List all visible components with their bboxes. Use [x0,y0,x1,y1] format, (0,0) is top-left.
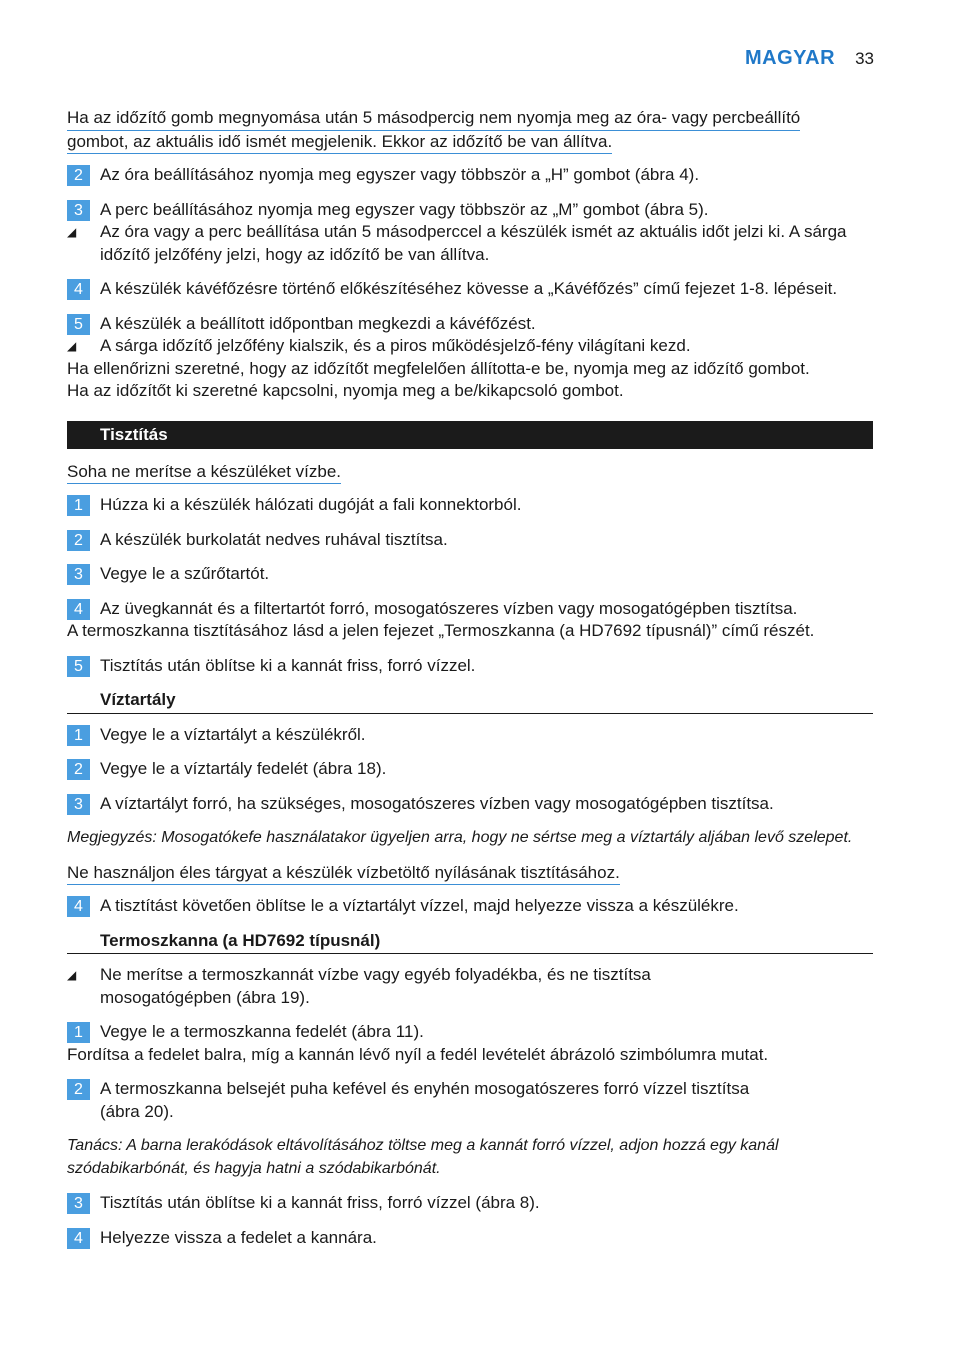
right-pointing-triangle-icon: ◢ [67,339,77,353]
timer-step [67,164,873,187]
right-pointing-triangle-icon: ◢ [67,225,77,239]
water-tank-step [67,758,873,781]
water-tank-warning: Ne használjon éles tárgyat a készülék vízbetöltő nyílásának tisztításához. [67,862,620,886]
step-text: Az üvegkannát és a filtertartót forró, mosogatószeres vízben vagy mosogatógépben tisztítsa. [100,598,798,618]
step-number: 1 [67,495,90,516]
thermos-step [67,1227,873,1250]
step-number: 4 [67,1228,90,1249]
thermos-step [67,1078,873,1123]
step-number: 2 [67,530,90,551]
step-text: Helyezze vissza a fedelet a kannára. [100,1227,377,1247]
cleaning-step [67,563,873,586]
thermos-step [67,1192,873,1215]
step-number: 3 [67,1193,90,1214]
water-tank-warning-wrap [67,862,873,886]
step-number: 5 [67,314,90,335]
step-text: A készülék kávéfőzésre történő előkészítéséhez kövesse a „Kávéfőzés” című fejezet 1-8. lépéseit. [100,279,838,298]
warning-line: Ha az időzítő gomb megnyomása után 5 másodpercig nem nyomja meg az óra- vagy percbeállító [67,107,800,131]
step-text: Az óra beállításához nyomja meg egyszer vagy többször a „H” gombot (ábra 4). [100,165,700,184]
step-text: Vegye le a termoszkanna fedelét (ábra 11). [100,1022,424,1041]
water-tank-step [67,724,873,747]
step-text: A perc beállításához nyomja meg egyszer vagy többször az „M” gombot (ábra 5). [100,199,709,219]
step-text: A tisztítást követően öblítse le a víztartályt vízzel, majd helyezze vissza a készülékre. [100,896,739,915]
step-text: Vegye le a szűrőtartót. [100,564,270,583]
warning-line: gombot, az aktuális idő ismét megjelenik. Ekkor az időzítő be van állítva. [67,131,612,155]
timer-step [67,199,873,222]
thermos-tip: Tanács: A barna lerakódások eltávolításához töltse meg a kannát forró vízzel, adjon hozzá egy kanál szódabikarbónát, és hagyja hatni a szódabikarbónát. [67,1137,779,1177]
subsection-title-thermos: Termoszkanna (a HD7692 típusnál) [67,930,873,955]
step-text: Tisztítás után öblítse ki a kannát friss, forró vízzel (ábra 8). [100,1193,540,1212]
page-header [745,47,874,73]
cleaning-step [67,494,873,517]
subsection-title-water-tank: Víztartály [67,689,873,714]
cleaning-step [67,655,873,678]
step-text: Vegye le a víztartályt a készülékről. [100,724,366,744]
bullet-text: Ne merítse a termoszkannát vízbe vagy egyéb folyadékba, és ne tisztítsa mosogatógépben (ábra 19). [100,965,651,1007]
step-number: 2 [67,165,90,186]
cleaning-note: A termoszkanna tisztításához lásd a jelen fejezet „Termoszkanna (a HD7692 típusnál)” című részét. [67,621,815,640]
water-tank-step [67,895,873,918]
language-label: MAGYAR [745,47,836,69]
right-pointing-triangle-icon: ◢ [67,968,77,982]
cleaning-warning-wrap [67,461,873,485]
step-number: 2 [67,1079,90,1100]
section-title-cleaning: Tisztítás [67,421,873,449]
bullet-text: Az óra vagy a perc beállítása után 5 másodperccel a készülék ismét az aktuális időt jelzi ki. A sárga időzítő jelzőfény jelzi, hogy az időzítő be van állítva. [100,222,847,264]
timer-note: Ha az időzítőt ki szeretné kapcsolni, nyomja meg a be/kikapcsoló gombot. [67,381,624,400]
bullet-item [67,964,873,1009]
step-number: 5 [67,656,90,677]
step-text: A termoszkanna belsejét puha kefével és enyhén mosogatószeres forró vízzel tisztítsa (ábra 20). [100,1079,750,1121]
step-number: 1 [67,725,90,746]
timer-note: Ha ellenőrizni szeretné, hogy az időzítőt megfelelően állította-e be, nyomja meg az időzítő gombot. [67,358,810,378]
bullet-text: A sárga időzítő jelzőfény kialszik, és a piros működésjelző-fény világítani kezd. [100,336,691,355]
step-number: 4 [67,279,90,300]
step-number: 3 [67,564,90,585]
cleaning-step [67,598,873,621]
timer-step [67,278,873,301]
step-number: 3 [67,794,90,815]
step-number: 1 [67,1022,90,1043]
cleaning-warning: Soha ne merítse a készüléket vízbe. [67,461,341,485]
bullet-item [67,221,873,266]
timer-step [67,313,873,336]
step-number: 4 [67,599,90,620]
water-tank-step [67,793,873,816]
step-number: 4 [67,896,90,917]
step-number: 3 [67,200,90,221]
step-text: Vegye le a víztartály fedelét (ábra 18). [100,759,387,778]
timer-warning [67,107,873,154]
step-text: Húzza ki a készülék hálózati dugóját a fali konnektorból. [100,495,522,514]
water-tank-note: Megjegyzés: Mosogatókefe használatakor ügyeljen arra, hogy ne sértse meg a víztartály aljában levő szelepet. [67,829,853,846]
thermos-note: Fordítsa a fedelet balra, míg a kannán lévő nyíl a fedél levételét ábrázoló szimbólumra mutat. [67,1044,769,1064]
step-text: A víztartályt forró, ha szükséges, mosogatószeres vízben vagy mosogatógépben tisztítsa. [100,793,774,813]
thermos-step [67,1021,873,1044]
page-content [67,107,873,1261]
step-text: A készülék burkolatát nedves ruhával tisztítsa. [100,529,448,549]
step-text: A készülék a beállított időpontban megkezdi a kávéfőzést. [100,313,536,333]
step-text: Tisztítás után öblítse ki a kannát friss, forró vízzel. [100,655,476,675]
bullet-item [67,335,873,358]
page-number: 33 [855,49,874,68]
step-number: 2 [67,759,90,780]
cleaning-step [67,529,873,552]
